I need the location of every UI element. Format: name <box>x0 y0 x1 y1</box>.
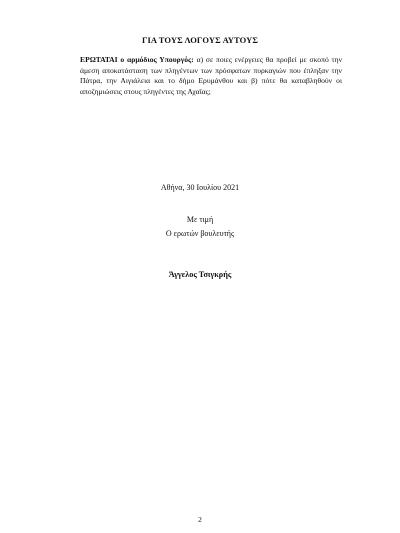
date-line: Αθήνα, 30 Ιουλίου 2021 <box>160 183 240 192</box>
closing-line-1: Με τιμή <box>186 215 214 224</box>
signature-name: Άγγελος Τσιγκρής <box>168 270 232 279</box>
question-body: α) σε ποιες ενέργειες θα προβεί με σκοπό την άμεση αποκατάσταση των πληγέντων των πρόσφατων πυρκαγιών που έπληξαν την Πάτρα, την Αιγιάλεια και το δήμο Ερυμάνθου και β) πότε θα καταβληθούν οι αποζημιώσεις στους πληγέντες της Αχαΐας; <box>80 55 342 96</box>
question-paragraph <box>80 55 342 97</box>
page-number: 2 <box>198 515 202 524</box>
closing-line-2: Ο ερωτών βουλευτής <box>165 229 235 238</box>
section-heading: ΓΙΑ ΤΟΥΣ ΛΟΓΟΥΣ ΑΥΤΟΥΣ <box>142 35 258 45</box>
question-lead: ΕΡΩΤΑΤΑΙ ο αρμόδιος Υπουργός: <box>80 55 194 64</box>
